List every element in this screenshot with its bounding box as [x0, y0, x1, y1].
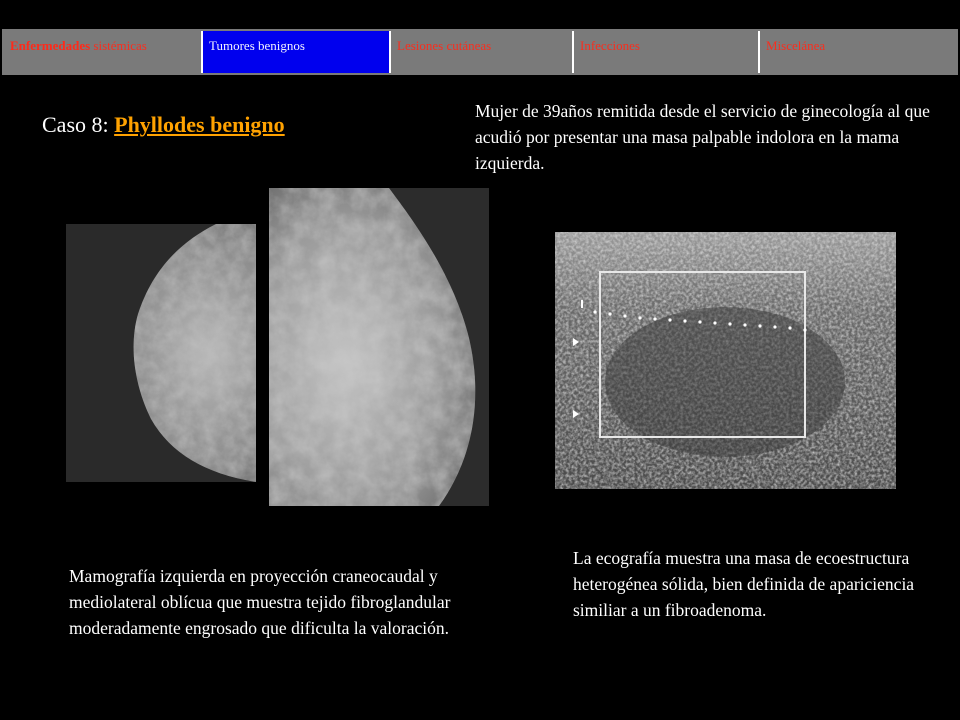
mammogram-craniocaudal-image [66, 224, 256, 482]
tab-label: Tumores benignos [209, 38, 305, 53]
tab-label: Miscelánea [766, 38, 826, 53]
tab-lesiones-cutaneas[interactable] [391, 31, 574, 73]
tab-miscelanea[interactable] [760, 31, 956, 73]
ultrasound-caption: La ecografía muestra una masa de ecoestructura heterogénea sólida, bien definida de apariciencia similiar a un fibroadenoma. [573, 548, 915, 620]
tab-label-strong: Enfermedades [10, 38, 91, 53]
ultrasound-image [555, 232, 896, 489]
case-title [42, 112, 285, 138]
mammogram-mediolateral-oblique-image [269, 188, 489, 506]
tab-label: sistémicas [90, 38, 147, 53]
section-nav [2, 29, 958, 75]
tab-infecciones[interactable] [574, 31, 760, 73]
tab-label: Lesiones cutáneas [397, 38, 492, 53]
case-diagnosis-link[interactable]: Phyllodes benigno [114, 112, 285, 137]
tab-enfermedades-sistemicas[interactable] [4, 31, 203, 73]
tab-tumores-benignos[interactable] [203, 31, 391, 73]
case-intro-text: Mujer de 39años remitida desde el servicio de ginecología al que acudió por presentar una masa palpable indolora en la mama izquierda. [475, 101, 930, 173]
mammogram-caption: Mamografía izquierda en proyección craneocaudal y mediolateral oblícua que muestra tejido fibroglandular moderadamente engrosado que dificulta la valoración. [69, 566, 451, 638]
case-prefix: Caso 8 [42, 112, 103, 137]
case-separator: : [102, 112, 115, 137]
tab-label: Infecciones [580, 38, 640, 53]
